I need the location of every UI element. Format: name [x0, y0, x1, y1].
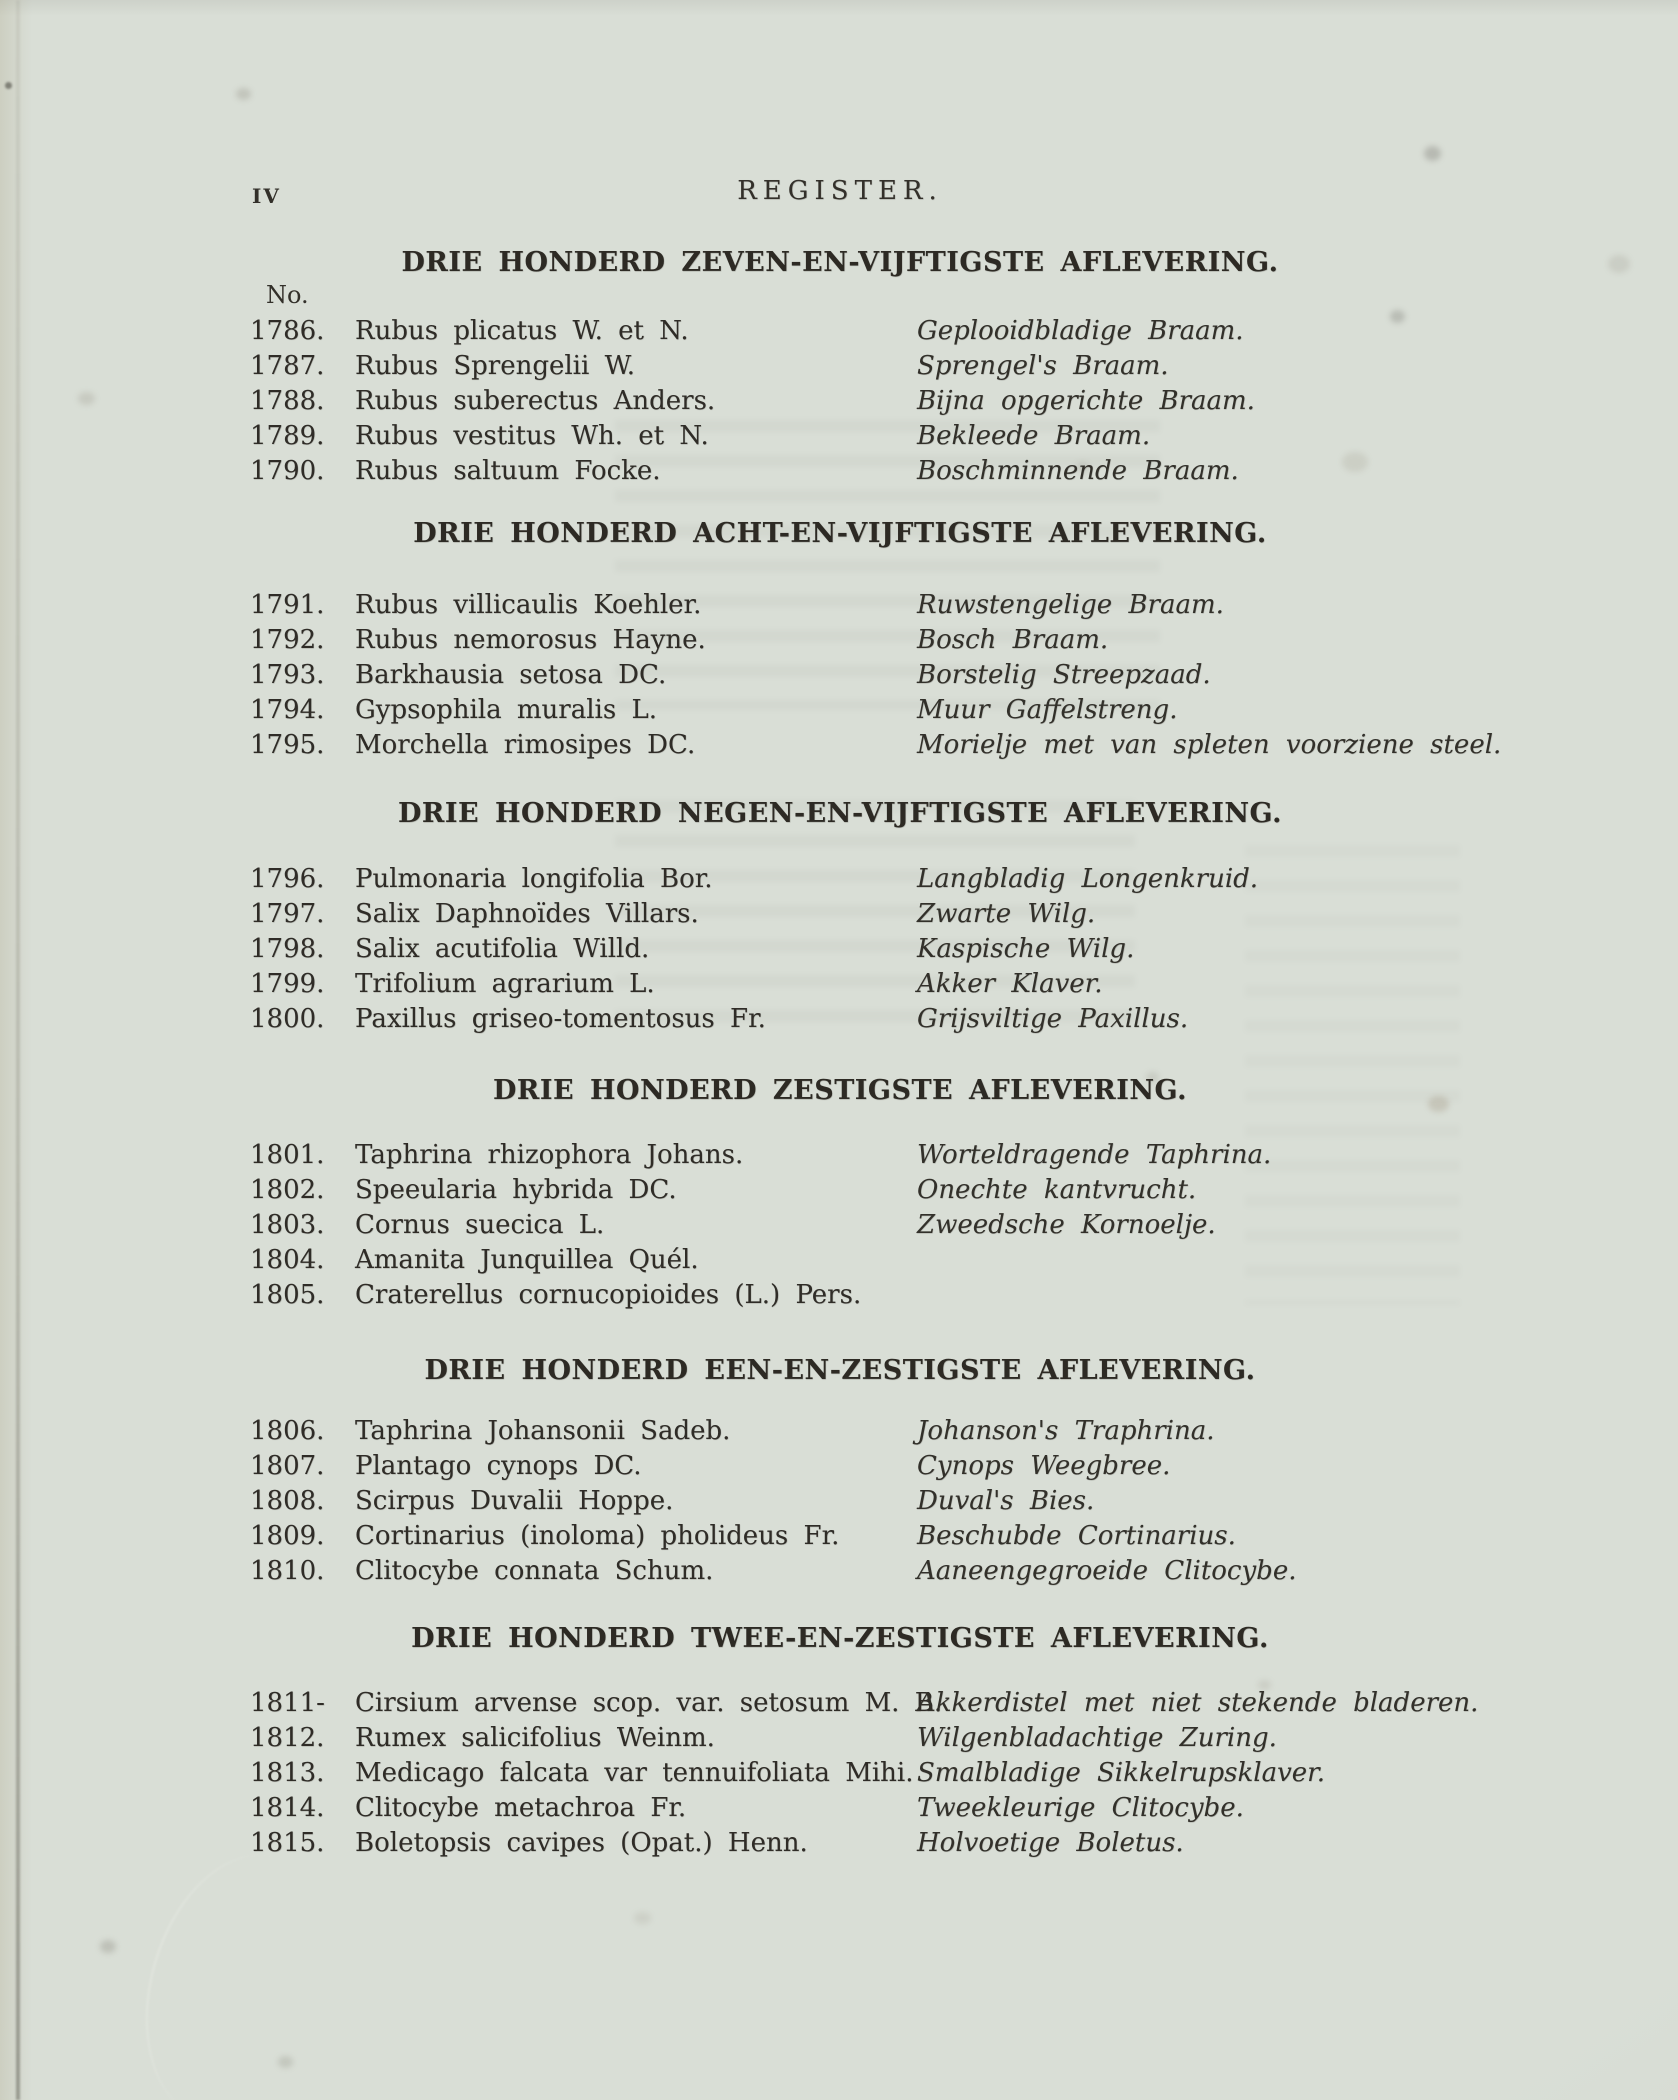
entry-latin-name: Clitocybe connata Schum. — [355, 1556, 714, 1586]
entry-number: 1803. — [250, 1210, 325, 1240]
entry-row — [250, 349, 1430, 384]
entry-latin-name: Salix Daphnoïdes Villars. — [355, 899, 699, 929]
entry-latin-name: Speeularia hybrida DC. — [355, 1175, 677, 1205]
section-rows — [250, 314, 1430, 489]
entry-row — [250, 1414, 1430, 1449]
entry-number: 1814. — [250, 1793, 325, 1823]
entry-number: 1790. — [250, 456, 325, 486]
entry-dutch-name: Akkerdistel met niet stekende bladeren. — [917, 1688, 1479, 1718]
entry-number: 1786. — [250, 316, 325, 346]
entry-row — [250, 623, 1430, 658]
entry-dutch-name: Kaspische Wilg. — [917, 934, 1135, 964]
stain — [1424, 146, 1441, 161]
stain — [634, 1912, 651, 1924]
entry-latin-name: Rubus suberectus Anders. — [355, 386, 716, 416]
entry-number: 1794. — [250, 695, 325, 725]
scratch-mark — [117, 1833, 386, 2100]
entry-latin-name: Cornus suecica L. — [355, 1210, 605, 1240]
entry-latin-name: Medicago falcata var tennuifoliata Mihi. — [355, 1758, 914, 1788]
entry-number: 1813. — [250, 1758, 325, 1788]
entry-row — [250, 1208, 1430, 1243]
section-rows — [250, 588, 1502, 763]
entry-number: 1802. — [250, 1175, 325, 1205]
entry-number: 1811- — [250, 1688, 325, 1718]
entry-row — [250, 1449, 1430, 1484]
entry-dutch-name: Morielje met van spleten voorziene steel. — [917, 730, 1502, 760]
entry-number: 1805. — [250, 1280, 325, 1310]
entry-row — [250, 1173, 1430, 1208]
entry-number: 1792. — [250, 625, 325, 655]
entry-dutch-name: Johanson's Traphrina. — [917, 1416, 1215, 1446]
entry-latin-name: Rubus villicaulis Koehler. — [355, 590, 702, 620]
entry-latin-name: Craterellus cornucopioides (L.) Pers. — [355, 1280, 862, 1310]
entry-number: 1798. — [250, 934, 325, 964]
entry-latin-name: Taphrina Johansonii Sadeb. — [355, 1416, 731, 1446]
entry-row — [250, 862, 1430, 897]
entry-latin-name: Clitocybe metachroa Fr. — [355, 1793, 687, 1823]
entry-latin-name: Rubus saltuum Focke. — [355, 456, 661, 486]
entry-dutch-name: Langbladig Longenkruid. — [917, 864, 1259, 894]
entry-latin-name: Plantago cynops DC. — [355, 1451, 642, 1481]
entry-row — [250, 1484, 1430, 1519]
entry-dutch-name: Smalbladige Sikkelrupsklaver. — [917, 1758, 1325, 1788]
entry-row — [250, 658, 1430, 693]
entry-number: 1800. — [250, 1004, 325, 1034]
entry-dutch-name: Wilgenbladachtige Zuring. — [917, 1723, 1277, 1753]
entry-dutch-name: Geplooidbladige Braam. — [917, 316, 1244, 346]
entry-latin-name: Pulmonaria longifolia Bor. — [355, 864, 713, 894]
entry-latin-name: Taphrina rhizophora Johans. — [355, 1140, 744, 1170]
entry-latin-name: Rubus Sprengelii W. — [355, 351, 636, 381]
entry-number: 1810. — [250, 1556, 325, 1586]
entry-dutch-name: Tweekleurige Clitocybe. — [917, 1793, 1244, 1823]
section-heading: DRIE HONDERD TWEE-EN-ZESTIGSTE AFLEVERING. — [411, 1623, 1269, 1654]
entry-dutch-name: Sprengel's Braam. — [917, 351, 1169, 381]
entry-row — [250, 1791, 1430, 1826]
page-number: IV — [252, 184, 281, 208]
entry-latin-name: Salix acutifolia Willd. — [355, 934, 650, 964]
entry-dutch-name: Grijsviltige Paxillus. — [917, 1004, 1189, 1034]
entry-row — [250, 1554, 1430, 1589]
entry-latin-name: Cortinarius (inoloma) pholideus Fr. — [355, 1521, 840, 1551]
entry-number: 1797. — [250, 899, 325, 929]
entry-row — [250, 967, 1430, 1002]
entry-latin-name: Scirpus Duvalii Hoppe. — [355, 1486, 674, 1516]
entry-number: 1801. — [250, 1140, 325, 1170]
entry-number: 1788. — [250, 386, 325, 416]
entry-dutch-name: Beschubde Cortinarius. — [917, 1521, 1236, 1551]
entry-number: 1806. — [250, 1416, 325, 1446]
entry-row — [250, 1138, 1430, 1173]
entry-latin-name: Barkhausia setosa DC. — [355, 660, 667, 690]
entry-latin-name: Rubus plicatus W. et N. — [355, 316, 689, 346]
entry-dutch-name: Onechte kantvrucht. — [917, 1175, 1197, 1205]
aflevering-section — [250, 246, 1430, 489]
aflevering-section — [250, 1622, 1479, 1861]
aflevering-section — [250, 517, 1502, 763]
entry-dutch-name: Muur Gaffelstreng. — [917, 695, 1178, 725]
stain — [78, 392, 95, 405]
entry-dutch-name: Aaneengegroeide Clitocybe. — [917, 1556, 1297, 1586]
stain — [1428, 1096, 1449, 1112]
entry-dutch-name: Bekleede Braam. — [917, 421, 1151, 451]
entry-row — [250, 1278, 1430, 1313]
no-column-label: No. — [266, 281, 309, 309]
entry-latin-name: Morchella rimosipes DC. — [355, 730, 696, 760]
entry-row — [250, 1721, 1430, 1756]
entry-number: 1799. — [250, 969, 325, 999]
entry-latin-name: Amanita Junquillea Quél. — [355, 1245, 699, 1275]
entry-row — [250, 728, 1502, 763]
entry-dutch-name: Ruwstengelige Braam. — [917, 590, 1224, 620]
entry-row — [250, 1519, 1430, 1554]
entry-dutch-name: Bijna opgerichte Braam. — [917, 386, 1255, 416]
section-heading: DRIE HONDERD EEN-EN-ZESTIGSTE AFLEVERING. — [424, 1355, 1256, 1386]
entry-row — [250, 454, 1430, 489]
entry-number: 1804. — [250, 1245, 325, 1275]
entry-dutch-name: Duval's Bies. — [917, 1486, 1095, 1516]
entry-number: 1795. — [250, 730, 325, 760]
entry-row — [250, 384, 1430, 419]
entry-number: 1796. — [250, 864, 325, 894]
entry-dutch-name: Borstelig Streepzaad. — [917, 660, 1211, 690]
entry-latin-name: Rubus vestitus Wh. et N. — [355, 421, 709, 451]
section-heading: DRIE HONDERD ACHT-EN-VIJFTIGSTE AFLEVERING. — [413, 518, 1267, 549]
entry-number: 1812. — [250, 1723, 325, 1753]
entry-latin-name: Cirsium arvense scop. var. setosum M. B. — [355, 1688, 943, 1718]
section-heading: DRIE HONDERD ZEVEN-EN-VIJFTIGSTE AFLEVERING. — [401, 247, 1279, 278]
entry-row — [250, 1243, 1430, 1278]
entry-row — [250, 1756, 1430, 1791]
entry-number: 1807. — [250, 1451, 325, 1481]
aflevering-section — [250, 1074, 1430, 1313]
entry-number: 1808. — [250, 1486, 325, 1516]
entry-number: 1791. — [250, 590, 325, 620]
entry-latin-name: Rumex salicifolius Weinm. — [355, 1723, 715, 1753]
entry-latin-name: Trifolium agrarium L. — [355, 969, 655, 999]
entry-row — [250, 588, 1430, 623]
entry-row — [250, 932, 1430, 967]
section-heading: DRIE HONDERD ZESTIGSTE AFLEVERING. — [492, 1075, 1187, 1106]
stain — [100, 1940, 116, 1953]
entry-latin-name: Paxillus griseo-tomentosus Fr. — [355, 1004, 766, 1034]
aflevering-section — [250, 1354, 1430, 1589]
entry-row — [250, 1686, 1479, 1721]
entry-row — [250, 314, 1430, 349]
entry-latin-name: Gypsophila muralis L. — [355, 695, 657, 725]
entry-dutch-name: Holvoetige Boletus. — [917, 1828, 1184, 1858]
ink-speck — [5, 82, 12, 89]
entry-number: 1809. — [250, 1521, 325, 1551]
section-rows — [250, 1138, 1430, 1313]
entry-row — [250, 419, 1430, 454]
entry-dutch-name: Bosch Braam. — [917, 625, 1109, 655]
entry-dutch-name: Akker Klaver. — [917, 969, 1103, 999]
entry-number: 1815. — [250, 1828, 325, 1858]
entry-number: 1789. — [250, 421, 325, 451]
section-rows — [250, 862, 1430, 1037]
stain — [1608, 255, 1630, 273]
page-crease — [16, 0, 20, 2100]
entry-row — [250, 1002, 1430, 1037]
entry-latin-name: Rubus nemorosus Hayne. — [355, 625, 706, 655]
entry-dutch-name: Worteldragende Taphrina. — [917, 1140, 1272, 1170]
entry-row — [250, 693, 1430, 728]
entry-dutch-name: Zwarte Wilg. — [917, 899, 1096, 929]
entry-number: 1787. — [250, 351, 325, 381]
section-rows — [250, 1686, 1479, 1861]
section-heading: DRIE HONDERD NEGEN-EN-VIJFTIGSTE AFLEVERING. — [397, 798, 1283, 829]
entry-dutch-name: Boschminnende Braam. — [917, 456, 1239, 486]
section-rows — [250, 1414, 1430, 1589]
entry-number: 1793. — [250, 660, 325, 690]
stain — [236, 88, 251, 100]
entry-dutch-name: Cynops Weegbree. — [917, 1451, 1171, 1481]
page-title: REGISTER. — [737, 176, 943, 206]
entry-row — [250, 1826, 1430, 1861]
entry-row — [250, 897, 1430, 932]
entry-dutch-name: Zweedsche Kornoelje. — [917, 1210, 1216, 1240]
aflevering-section — [250, 797, 1430, 1037]
entry-latin-name: Boletopsis cavipes (Opat.) Henn. — [355, 1828, 808, 1858]
